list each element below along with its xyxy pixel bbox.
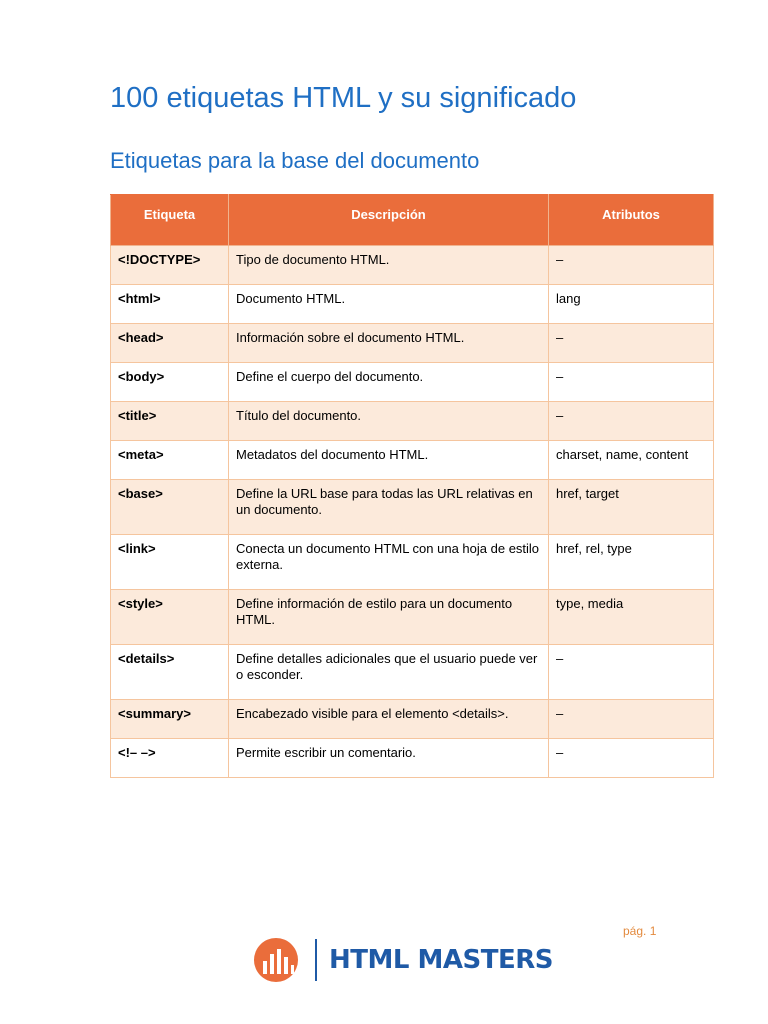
attributes-cell: – bbox=[549, 402, 714, 441]
logo-text: HTML MASTERS bbox=[329, 945, 553, 975]
description-cell: Define la URL base para todas las URL relativas en un documento. bbox=[229, 480, 549, 535]
tag-cell: <!DOCTYPE> bbox=[111, 246, 229, 285]
tag-cell: <body> bbox=[111, 363, 229, 402]
column-header-tag: Etiqueta bbox=[111, 195, 229, 246]
tag-cell: <details> bbox=[111, 645, 229, 700]
description-cell: Permite escribir un comentario. bbox=[229, 739, 549, 778]
attributes-cell: – bbox=[549, 645, 714, 700]
html-masters-logo bbox=[253, 937, 553, 983]
page-title: 100 etiquetas HTML y su significado bbox=[110, 82, 577, 114]
tag-cell: <!– –> bbox=[111, 739, 229, 778]
attributes-cell: – bbox=[549, 363, 714, 402]
attributes-cell: – bbox=[549, 739, 714, 778]
description-cell: Conecta un documento HTML con una hoja de estilo externa. bbox=[229, 535, 549, 590]
attributes-cell: href, rel, type bbox=[549, 535, 714, 590]
description-cell: Define detalles adicionales que el usuario puede ver o esconder. bbox=[229, 645, 549, 700]
bar-chart-circle-icon bbox=[253, 937, 299, 983]
column-header-description: Descripción bbox=[229, 195, 549, 246]
attributes-cell: type, media bbox=[549, 590, 714, 645]
attributes-cell: – bbox=[549, 700, 714, 739]
description-cell: Encabezado visible para el elemento <details>. bbox=[229, 700, 549, 739]
table-row bbox=[111, 246, 714, 285]
tag-cell: <base> bbox=[111, 480, 229, 535]
column-header-attributes: Atributos bbox=[549, 195, 714, 246]
description-cell: Documento HTML. bbox=[229, 285, 549, 324]
table-row bbox=[111, 739, 714, 778]
tag-cell: <summary> bbox=[111, 700, 229, 739]
attributes-cell: lang bbox=[549, 285, 714, 324]
tag-cell: <title> bbox=[111, 402, 229, 441]
table-row bbox=[111, 700, 714, 739]
attributes-cell: – bbox=[549, 246, 714, 285]
tag-cell: <head> bbox=[111, 324, 229, 363]
table-row bbox=[111, 324, 714, 363]
tag-cell: <link> bbox=[111, 535, 229, 590]
table-row bbox=[111, 402, 714, 441]
description-cell: Tipo de documento HTML. bbox=[229, 246, 549, 285]
table-row bbox=[111, 285, 714, 324]
table-header-row bbox=[111, 195, 714, 246]
attributes-cell: href, target bbox=[549, 480, 714, 535]
section-title: Etiquetas para la base del documento bbox=[110, 148, 480, 173]
description-cell: Título del documento. bbox=[229, 402, 549, 441]
table-row bbox=[111, 590, 714, 645]
logo-divider bbox=[315, 939, 317, 981]
description-cell: Información sobre el documento HTML. bbox=[229, 324, 549, 363]
table-row bbox=[111, 645, 714, 700]
description-cell: Define información de estilo para un documento HTML. bbox=[229, 590, 549, 645]
table-row bbox=[111, 441, 714, 480]
description-cell: Metadatos del documento HTML. bbox=[229, 441, 549, 480]
table-row bbox=[111, 480, 714, 535]
table-row bbox=[111, 363, 714, 402]
description-cell: Define el cuerpo del documento. bbox=[229, 363, 549, 402]
attributes-cell: – bbox=[549, 324, 714, 363]
attributes-cell: charset, name, content bbox=[549, 441, 714, 480]
tag-cell: <style> bbox=[111, 590, 229, 645]
html-tags-table bbox=[110, 194, 714, 778]
table-row bbox=[111, 535, 714, 590]
tag-cell: <html> bbox=[111, 285, 229, 324]
tag-cell: <meta> bbox=[111, 441, 229, 480]
page-number: pág. 1 bbox=[623, 924, 657, 938]
